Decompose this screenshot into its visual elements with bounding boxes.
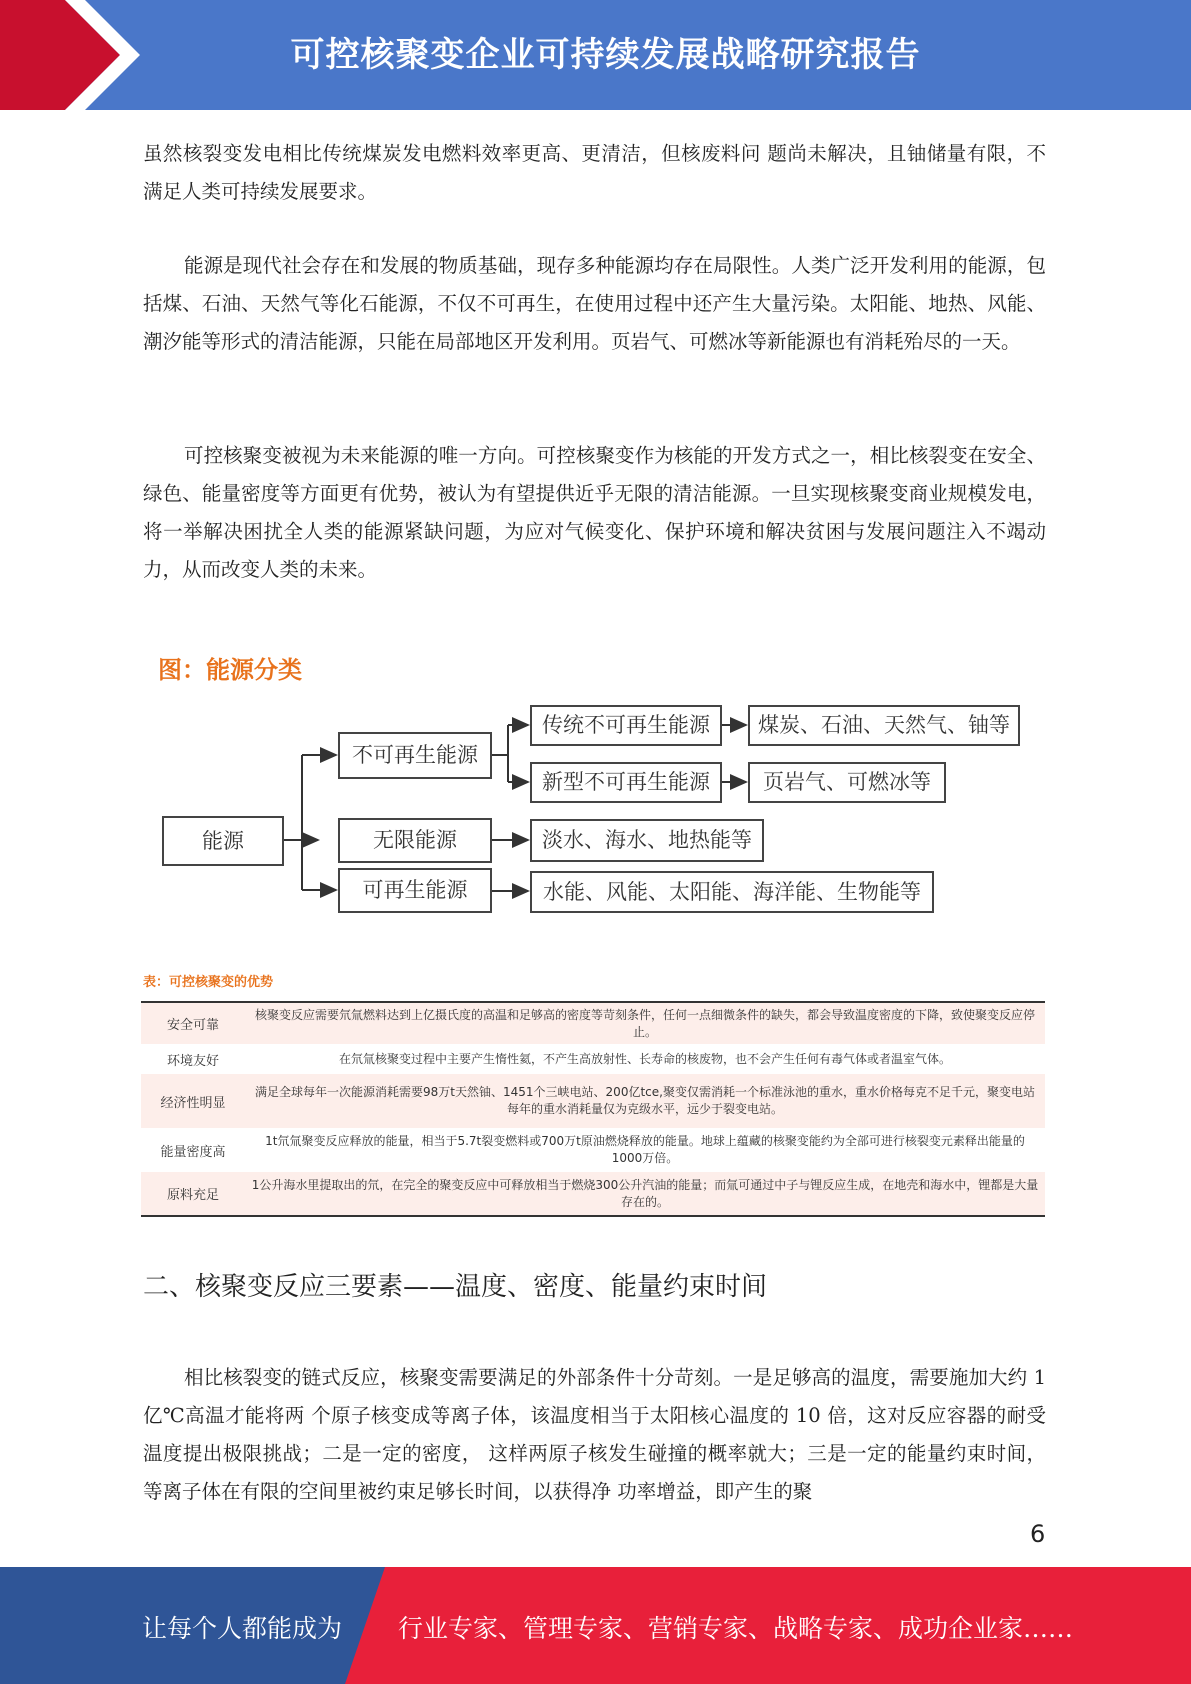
document-title: 可控核聚变企业可持续发展战略研究报告 [290, 35, 921, 75]
table-row [141, 1003, 1045, 1044]
footer-slogan-left: 让每个人都能成为 [142, 1614, 343, 1643]
table-row [141, 1128, 1045, 1172]
header-bar [0, 0, 1191, 110]
node-root: 能源 [162, 816, 284, 866]
figure-title: 图：能源分类 [158, 656, 302, 684]
node-new-examples: 页岩气、可燃冰等 [748, 762, 946, 803]
node-renewable: 可再生能源 [338, 868, 492, 913]
node-nonrenewable: 不可再生能源 [338, 732, 492, 779]
row-label: 能量密度高 [160, 1144, 226, 1160]
row-text: 在氘氚核聚变过程中主要产生惰性氦，不产生高放射性、长寿命的核废物，也不会产生任何有毒气体或者温室气体。 [338, 1051, 951, 1066]
energy-classification-diagram [150, 695, 1030, 925]
node-unlimited: 无限能源 [338, 818, 492, 863]
node-unlimited-examples: 淡水、海水、地热能等 [530, 819, 764, 862]
node-renewable-examples: 水能、风能、太阳能、海洋能、生物能等 [530, 871, 934, 913]
paragraph-2: 能源是现代社会存在和发展的物质基础，现存多种能源均存在局限性。人类广泛开发利用的能源，包括煤、石油、天然气等化石能源，不仅不可再生，在使用过程中还产生大量污染。太阳能、地热、风能、潮汐能等形式的清洁能源，只能在局部地区开发利用。页岩气、可燃冰等新能源也有消耗殆尽的一天。 [143, 254, 1046, 353]
advantages-table [141, 1001, 1045, 1217]
paragraph-4: 相比核裂变的链式反应，核聚变需要满足的外部条件十分苛刻。一是足够高的温度，需要施加大约 1 亿℃高温才能将两 个原子核变成等离子体，该温度相当于太阳核心温度的 10 倍，这对反应容器的耐受温度提出极限挑战；二是一定的密度， 这样两原子核发生碰撞的概率就大；三是一定的能量约束时间，等离子体在有限的空间里被约束足够长时间，以获得净 功率增益，即产生的聚 [143, 1366, 1046, 1503]
row-text: 1t氘氚聚变反应释放的能量，相当于5.7t裂变燃料或700万t原油燃烧释放的能量。地球上蕴藏的核聚变能约为全部可进行核裂变元素释出能量的1000万倍。 [265, 1134, 1025, 1165]
row-text: 满足全球每年一次能源消耗需要98万t天然铀、1451个三峡电站、200亿tce,聚变仅需消耗一个标准泳池的重水，重水价格每克不足千元，聚变电站每年的重水消耗量仅为克级水平，远少于裂变电站。 [255, 1085, 1035, 1116]
paragraph-3: 可控核聚变被视为未来能源的唯一方向。可控核聚变作为核能的开发方式之一，相比核裂变在安全、绿色、能量密度等方面更有优势，被认为有望提供近乎无限的清洁能源。一旦实现核聚变商业规模发电，将一举解决困扰全人类的能源紧缺问题，为应对气候变化、保护环境和解决贫困与发展问题注入不竭动力，从而改变人类的未来。 [143, 444, 1046, 581]
node-traditional-nonrenewable: 传统不可再生能源 [530, 705, 722, 746]
section-heading: 二、核聚变反应三要素——温度、密度、能量约束时间 [143, 1272, 768, 1302]
paragraph-1: 虽然核裂变发电相比传统煤炭发电燃料效率更高、更清洁，但核废料问 题尚未解决，且铀储量有限，不满足人类可持续发展要求。 [143, 142, 1046, 203]
table-row [141, 1044, 1045, 1074]
row-label: 原料充足 [166, 1188, 219, 1203]
footer-slogan-right: 行业专家、管理专家、营销专家、战略专家、成功企业家…… [398, 1614, 1074, 1643]
row-label: 经济性明显 [160, 1095, 226, 1111]
node-new-nonrenewable: 新型不可再生能源 [530, 762, 722, 803]
row-text: 核聚变反应需要氘氚燃料达到上亿摄氏度的高温和足够高的密度等苛刻条件，任何一点细微条件的缺失，都会导致温度密度的下降，致使聚变反应停止。 [254, 1007, 1035, 1039]
table-row [141, 1074, 1045, 1128]
node-traditional-examples: 煤炭、石油、天然气、铀等 [748, 705, 1020, 746]
page-number: 6 [1030, 1520, 1046, 1548]
table-row [141, 1172, 1045, 1215]
table-title: 表：可控核聚变的优势 [143, 975, 274, 990]
row-label: 环境友好 [166, 1053, 219, 1069]
row-label: 安全可靠 [166, 1018, 219, 1033]
row-text: 1公升海水里提取出的氘，在完全的聚变反应中可释放相当于燃烧300公升汽油的能量；而氚可通过中子与锂反应生成，在地壳和海水中，锂都是大量存在的。 [251, 1177, 1039, 1209]
